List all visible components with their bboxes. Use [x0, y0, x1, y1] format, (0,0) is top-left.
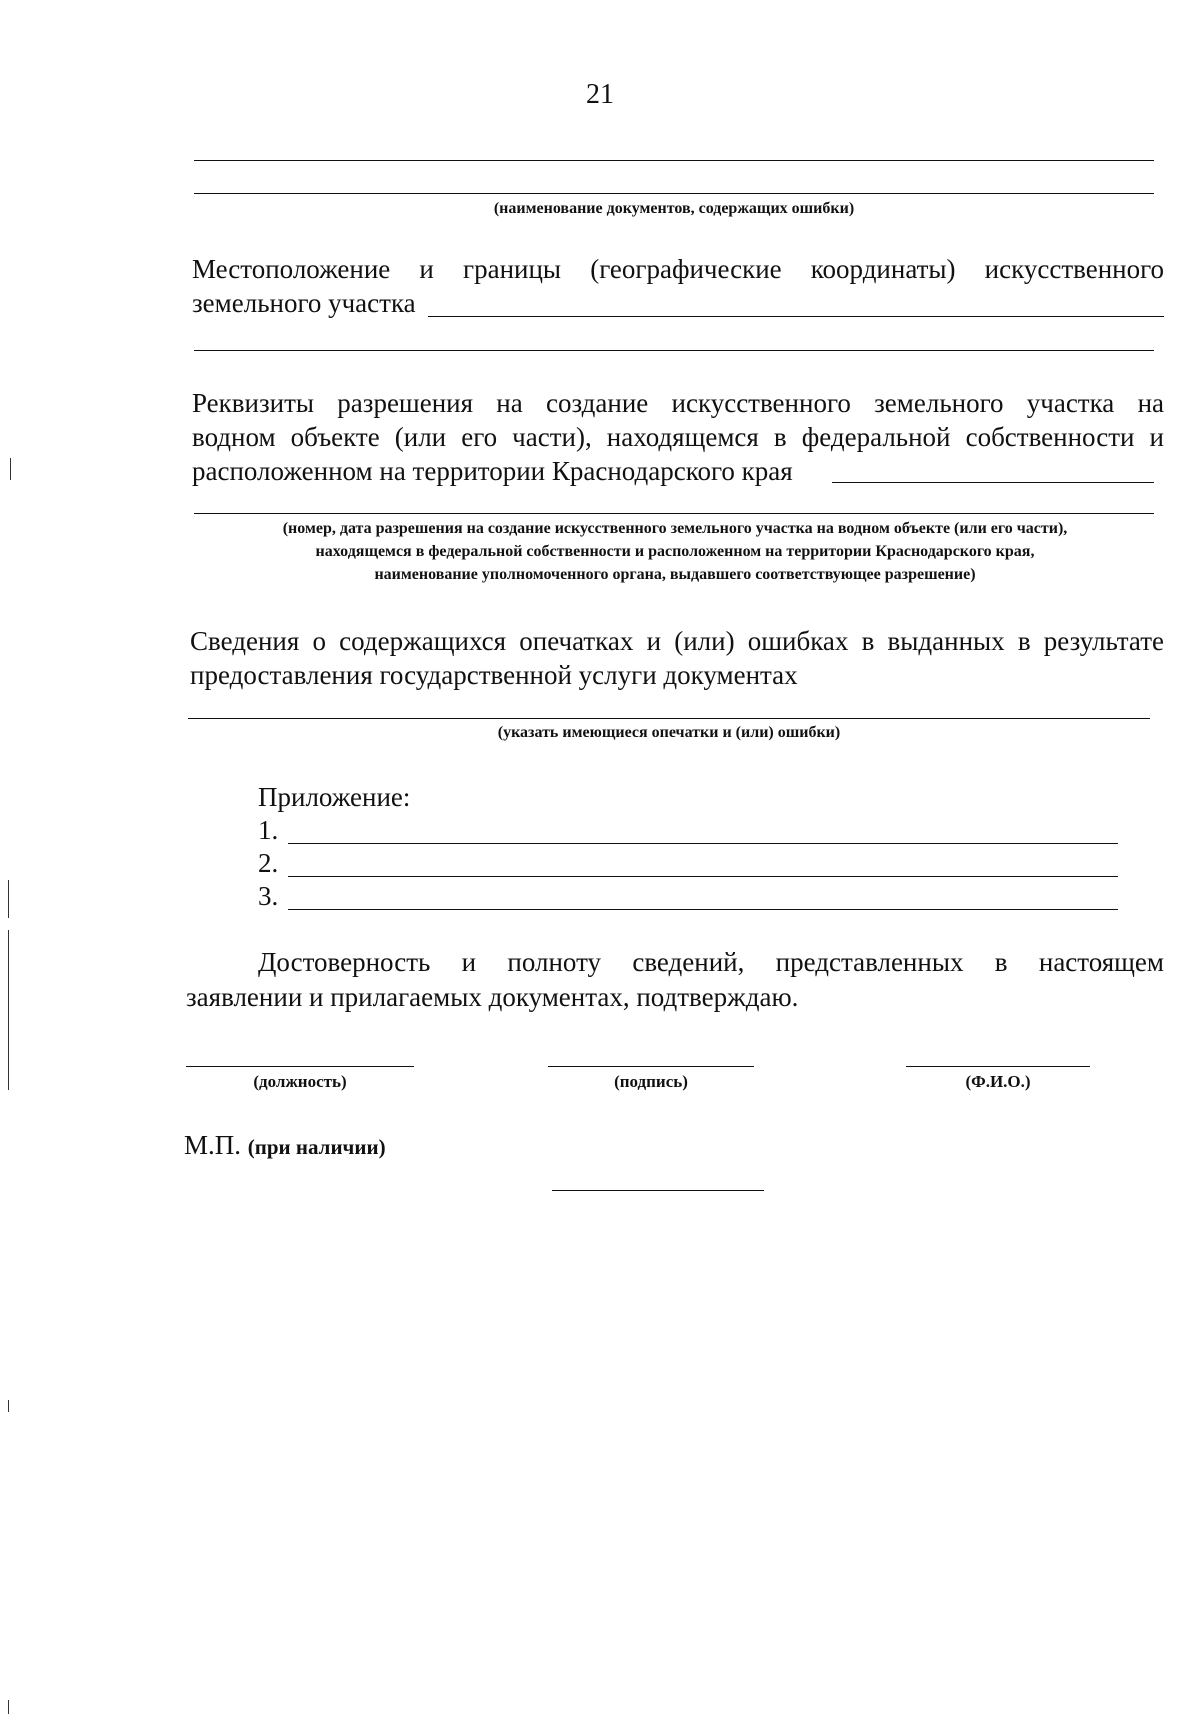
stamp-label: М.П.	[184, 1130, 242, 1160]
typos-line-1: Сведения о содержащихся опечатках и (или) ошибках в выданных в результате	[190, 626, 1164, 656]
certification-line-2: заявлении и прилагаемых документах, подтверждаю.	[186, 982, 799, 1012]
permit-fill-line	[194, 513, 1154, 514]
permit-caption-2: находящемся в федеральной собственности и расположенном на территории Краснодарского края,	[315, 543, 1035, 560]
position-label: (должность)	[253, 1072, 347, 1091]
scan-mark	[10, 458, 11, 480]
location-fill-line	[428, 316, 1164, 317]
page-number: 21	[586, 79, 614, 110]
name-line	[906, 1066, 1090, 1067]
signature-label: (подпись)	[614, 1072, 688, 1091]
name-label: (Ф.И.О.)	[965, 1072, 1031, 1091]
attachment-number: 2.	[258, 848, 279, 878]
location-fill-line	[194, 350, 1154, 351]
scan-mark	[8, 930, 9, 1090]
scan-mark	[8, 1400, 9, 1412]
scan-mark	[8, 1700, 9, 1714]
errors-docs-line	[194, 193, 1154, 194]
attachment-line	[288, 909, 1118, 910]
attachment-number: 3.	[258, 881, 279, 911]
attachment-line	[288, 876, 1118, 877]
scan-mark	[8, 880, 9, 918]
typos-line-2: предоставления государственной услуги документах	[190, 660, 798, 690]
errors-docs-line	[194, 160, 1154, 161]
typos-caption: (указать имеющиеся опечатки и (или) ошибки)	[497, 724, 841, 741]
attachment-line	[288, 843, 1118, 844]
permit-caption-1: (номер, дата разрешения на создание искусственного земельного участка на водном объекте (или его части),	[282, 520, 1068, 537]
stamp-date-line	[552, 1190, 764, 1191]
signature-line	[548, 1066, 754, 1067]
location-line-2: земельного участка	[192, 288, 416, 318]
permit-line-2: водном объекте (или его части), находящемся в федеральной собственности и	[192, 422, 1164, 452]
stamp-note: (при наличии)	[247, 1135, 386, 1159]
position-line	[186, 1066, 414, 1067]
errors-docs-caption: (наименование документов, содержащих ошибки)	[493, 200, 855, 217]
typos-fill-line	[188, 718, 1150, 719]
attachment-number: 1.	[258, 815, 279, 845]
location-line-1: Местоположение и границы (географические координаты) искусственного	[192, 254, 1164, 284]
permit-line-3: расположенном на территории Краснодарского края	[192, 456, 793, 486]
certification-line-1: Достоверность и полноту сведений, представленных в настоящем	[258, 947, 1164, 977]
permit-caption-3: наименование уполномоченного органа, выдавшего соответствующее разрешение)	[374, 566, 976, 583]
permit-fill-line	[832, 482, 1154, 483]
stamp-line	[184, 1128, 386, 1164]
permit-line-1: Реквизиты разрешения на создание искусственного земельного участка на	[192, 388, 1164, 418]
attachments-title: Приложение:	[258, 782, 411, 812]
